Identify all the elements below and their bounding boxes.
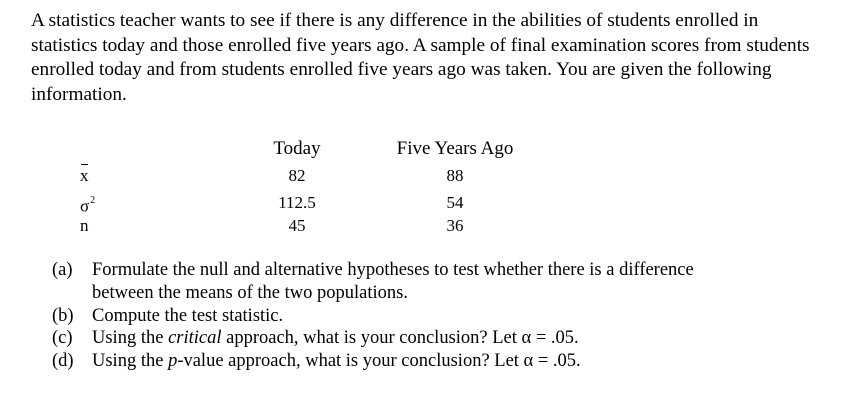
header-today: Today: [273, 138, 321, 159]
question-c-post: approach, what is your conclusion? Let α = .05.: [221, 328, 579, 349]
row-label-variance: [80, 193, 95, 217]
question-d-post: -value approach, what is your conclusion? Let α = .05.: [177, 351, 581, 372]
question-a: [52, 259, 822, 305]
five-years-variance: 54: [446, 193, 464, 212]
question-a-label: (a): [52, 260, 73, 280]
row-label-sample-size: n: [80, 216, 89, 235]
question-d: [52, 350, 822, 373]
sigma-symbol: σ: [80, 196, 90, 216]
question-c-text: [92, 327, 822, 350]
question-d-label: (d): [52, 351, 74, 372]
question-list: [52, 259, 822, 373]
five-years-mean: 88: [446, 166, 464, 185]
question-c-label: (c): [52, 328, 73, 349]
question-c-pre: Using the: [92, 328, 169, 349]
x-bar-symbol: x: [80, 166, 89, 185]
question-b-text: Compute the test statistic.: [92, 305, 284, 326]
question-a-line2: between the means of the two populations.: [92, 282, 408, 303]
question-d-text: [92, 350, 822, 373]
today-sample-size: 45: [288, 216, 306, 235]
today-variance: 112.5: [278, 193, 316, 212]
question-b: [52, 305, 822, 328]
problem-intro: A statistics teacher wants to see if there is any difference in the abilities of students enrolled in statistics today and those enrolled five years ago. A sample of final examination scores from students enrolled today and from students enrolled five years ago was taken. You are given the following information.: [31, 10, 810, 105]
header-five-years-ago: Five Years Ago: [396, 138, 514, 159]
question-d-emphasis: p: [168, 351, 178, 372]
five-years-sample-size: 36: [446, 216, 464, 235]
squared-exponent: 2: [90, 195, 96, 206]
today-mean: 82: [288, 166, 306, 185]
question-c-emphasis: critical: [168, 328, 222, 349]
row-label-sample-mean: [80, 166, 89, 186]
question-d-pre: Using the: [92, 351, 169, 372]
question-c: [52, 327, 822, 350]
question-b-label: (b): [52, 305, 74, 326]
question-a-line1: Formulate the null and alternative hypotheses to test whether there is a difference: [92, 260, 694, 280]
